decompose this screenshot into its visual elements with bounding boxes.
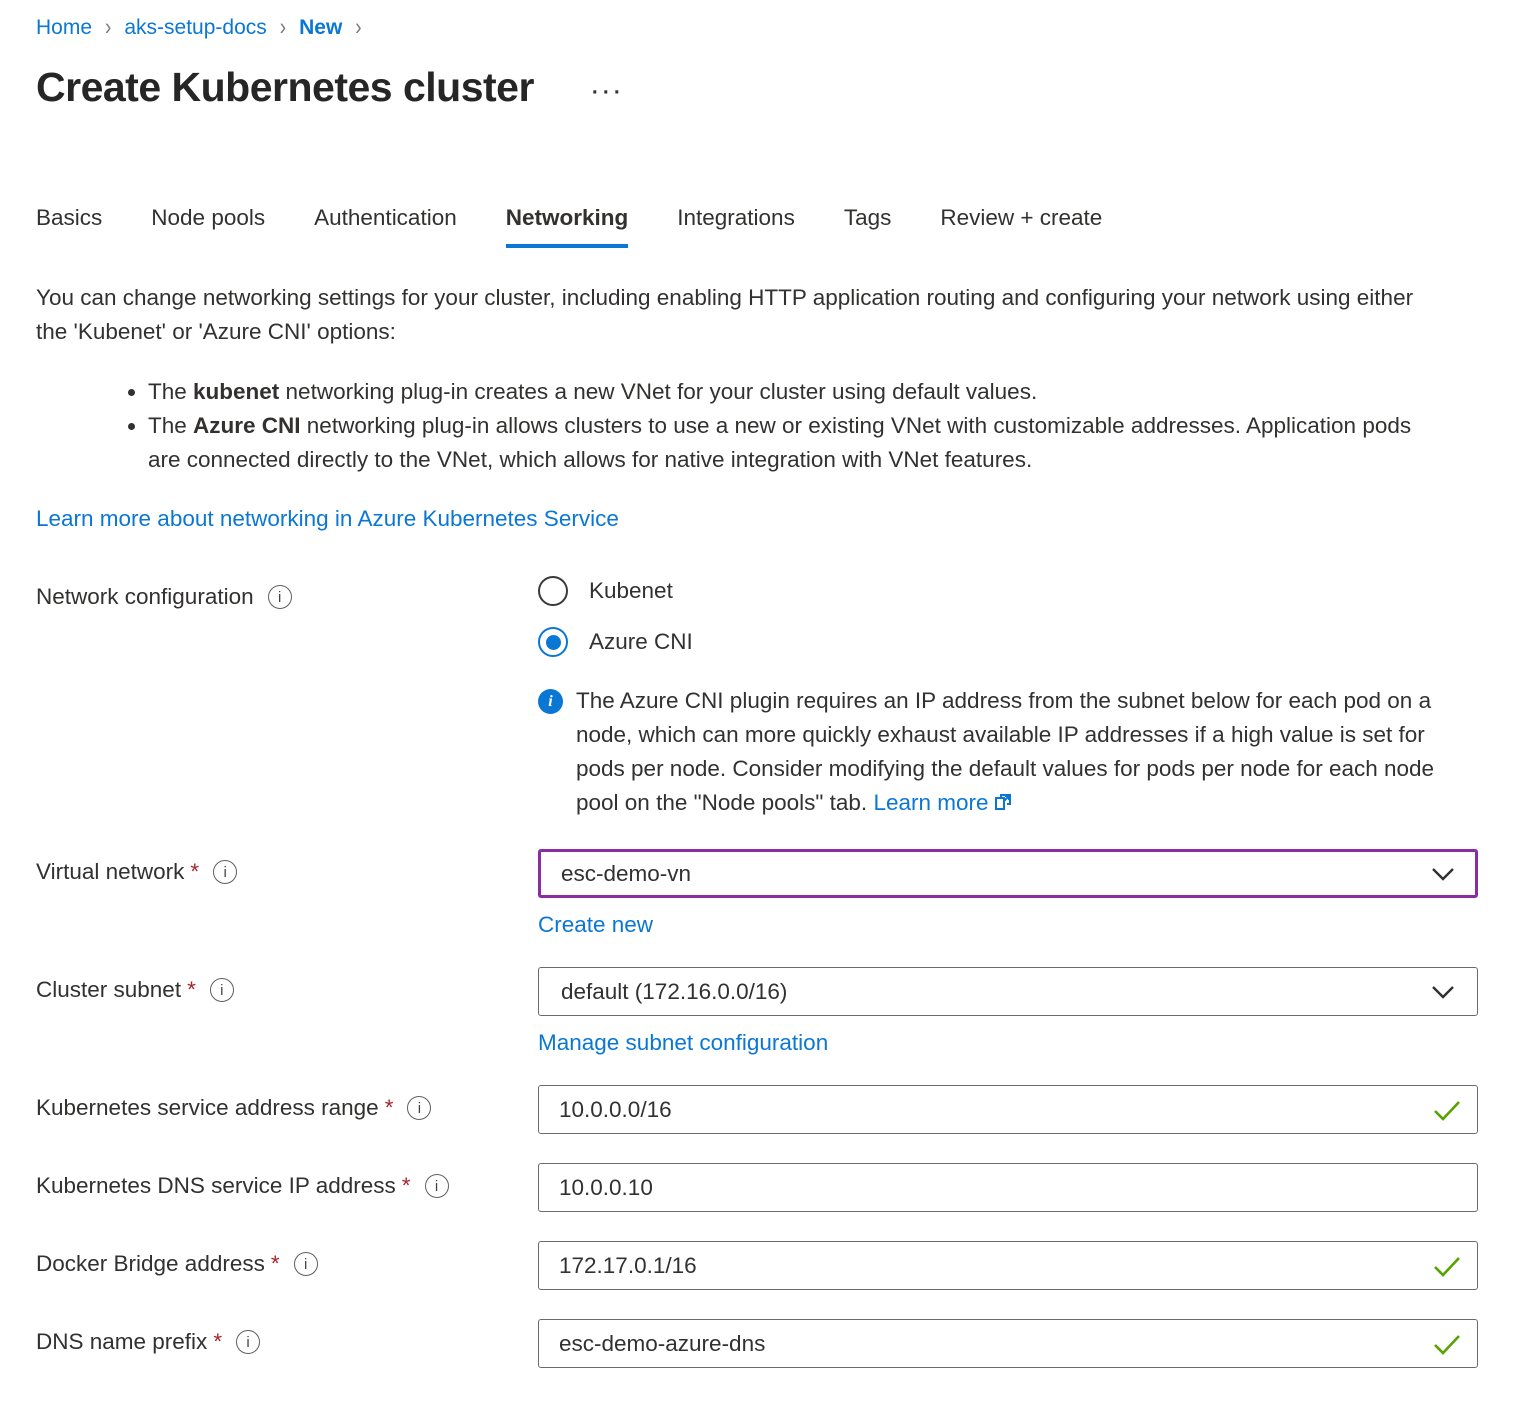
- info-icon: i: [538, 689, 563, 714]
- service-address-range-label: Kubernetes service address range: [36, 1095, 379, 1120]
- valid-checkmark-icon: [1432, 1333, 1462, 1356]
- chevron-down-icon: [1431, 867, 1455, 881]
- breadcrumb-current[interactable]: New: [299, 16, 343, 39]
- bullet-text: The: [148, 413, 194, 438]
- azure-cni-bullet: [148, 409, 1426, 477]
- valid-checkmark-icon: [1432, 1099, 1462, 1122]
- bullet-text: The: [148, 379, 194, 404]
- networking-form: [36, 574, 1478, 1368]
- network-configuration-row: [36, 574, 1478, 820]
- virtual-network-row: [36, 849, 1478, 938]
- network-configuration-radio-group: [538, 574, 1478, 657]
- service-address-range-info-icon[interactable]: i: [407, 1096, 431, 1120]
- bullet-bold-text: Azure CNI: [193, 413, 301, 438]
- breadcrumb: [36, 16, 1478, 40]
- radio-kubenet-label: Kubenet: [589, 578, 673, 603]
- dns-service-ip-label: Kubernetes DNS service IP address: [36, 1173, 396, 1198]
- virtual-network-value: esc-demo-vn: [561, 860, 692, 886]
- wizard-tabs: [36, 205, 1478, 248]
- cluster-subnet-row: [36, 967, 1478, 1056]
- bullet-text: networking plug-in allows clusters to use a new or existing VNet with customizable addresses. Application pods are connected directly to the VNet, which allows for native integration with VNet features.: [148, 413, 1412, 472]
- valid-checkmark-icon: [1432, 1255, 1462, 1278]
- service-address-range-row: [36, 1085, 1478, 1134]
- docker-bridge-row: [36, 1241, 1478, 1290]
- azure-cni-info-text: The Azure CNI plugin requires an IP address from the subnet below for each pod on a node, which can more quickly exhaust available IP addresses if a high value is set for pods per node. Consider modifying the default values for pods per node for each node pool on the "Node pools" tab.: [576, 688, 1435, 815]
- networking-options-list: [36, 375, 1426, 477]
- required-marker: *: [190, 859, 200, 884]
- page-title: Create Kubernetes cluster: [36, 64, 534, 110]
- network-configuration-label: Network configuration: [36, 584, 254, 609]
- bullet-text: networking plug-in creates a new VNet for your cluster using default values.: [279, 379, 1038, 404]
- chevron-down-icon: [1431, 985, 1455, 999]
- create-new-vnet-link[interactable]: Create new: [538, 912, 654, 937]
- radio-circle-icon: [538, 627, 568, 657]
- tab-integrations[interactable]: Integrations: [677, 205, 795, 230]
- cluster-subnet-info-icon[interactable]: i: [210, 978, 234, 1002]
- tab-basics[interactable]: Basics: [36, 205, 103, 230]
- dns-service-ip-input[interactable]: [538, 1163, 1478, 1212]
- cluster-subnet-value: default (172.16.0.0/16): [561, 978, 788, 1004]
- radio-kubenet[interactable]: [538, 576, 1478, 606]
- tab-networking[interactable]: Networking: [506, 205, 629, 248]
- tab-tags[interactable]: Tags: [843, 205, 892, 230]
- context-menu-ellipsis-icon[interactable]: ···: [591, 80, 625, 104]
- manage-subnet-configuration-link[interactable]: Manage subnet configuration: [538, 1030, 829, 1055]
- dns-service-ip-info-icon[interactable]: i: [425, 1174, 449, 1198]
- docker-bridge-input[interactable]: [538, 1241, 1478, 1290]
- required-marker: *: [213, 1329, 223, 1354]
- bullet-bold-text: kubenet: [193, 379, 280, 404]
- breadcrumb-separator: ›: [105, 14, 112, 41]
- network-configuration-info-icon[interactable]: i: [268, 585, 292, 609]
- breadcrumb-home[interactable]: Home: [36, 16, 93, 39]
- breadcrumb-separator: ›: [279, 14, 287, 41]
- virtual-network-info-icon[interactable]: i: [213, 860, 237, 884]
- dns-name-prefix-info-icon[interactable]: i: [236, 1330, 260, 1354]
- radio-azure-cni[interactable]: [538, 627, 1478, 657]
- azure-cni-info-box: [538, 684, 1478, 820]
- docker-bridge-info-icon[interactable]: i: [294, 1252, 318, 1276]
- radio-selected-dot: [546, 635, 561, 650]
- tab-node-pools[interactable]: Node pools: [151, 205, 266, 230]
- cluster-subnet-select[interactable]: [538, 967, 1478, 1016]
- info-learn-more-link[interactable]: [873, 790, 1012, 815]
- dns-service-ip-row: [36, 1163, 1478, 1212]
- kubenet-bullet: [148, 375, 1426, 409]
- radio-azure-cni-label: Azure CNI: [589, 629, 693, 654]
- learn-more-networking-link[interactable]: Learn more about networking in Azure Kubernetes Service: [36, 506, 619, 531]
- networking-intro-text: You can change networking settings for your cluster, including enabling HTTP application routing and configuring your network using either the 'Kubenet' or 'Azure CNI' options:: [36, 285, 1414, 344]
- external-link-icon: [993, 792, 1013, 812]
- radio-circle-icon: [538, 576, 568, 606]
- tab-review-create[interactable]: Review + create: [940, 205, 1103, 230]
- dns-name-prefix-row: [36, 1319, 1478, 1368]
- required-marker: *: [270, 1251, 280, 1276]
- breadcrumb-project[interactable]: aks-setup-docs: [124, 16, 267, 39]
- required-marker: *: [384, 1095, 394, 1120]
- required-marker: *: [401, 1173, 411, 1198]
- dns-name-prefix-label: DNS name prefix: [36, 1329, 208, 1354]
- tab-authentication[interactable]: Authentication: [314, 205, 457, 230]
- required-marker: *: [187, 977, 196, 1002]
- info-learn-more-label: Learn more: [873, 790, 989, 815]
- cluster-subnet-label: Cluster subnet: [36, 977, 182, 1002]
- virtual-network-select[interactable]: [538, 849, 1478, 898]
- dns-name-prefix-input[interactable]: [538, 1319, 1478, 1368]
- breadcrumb-separator: ›: [355, 14, 362, 41]
- service-address-range-input[interactable]: [538, 1085, 1478, 1134]
- docker-bridge-label: Docker Bridge address: [36, 1251, 265, 1276]
- virtual-network-label: Virtual network: [36, 859, 185, 884]
